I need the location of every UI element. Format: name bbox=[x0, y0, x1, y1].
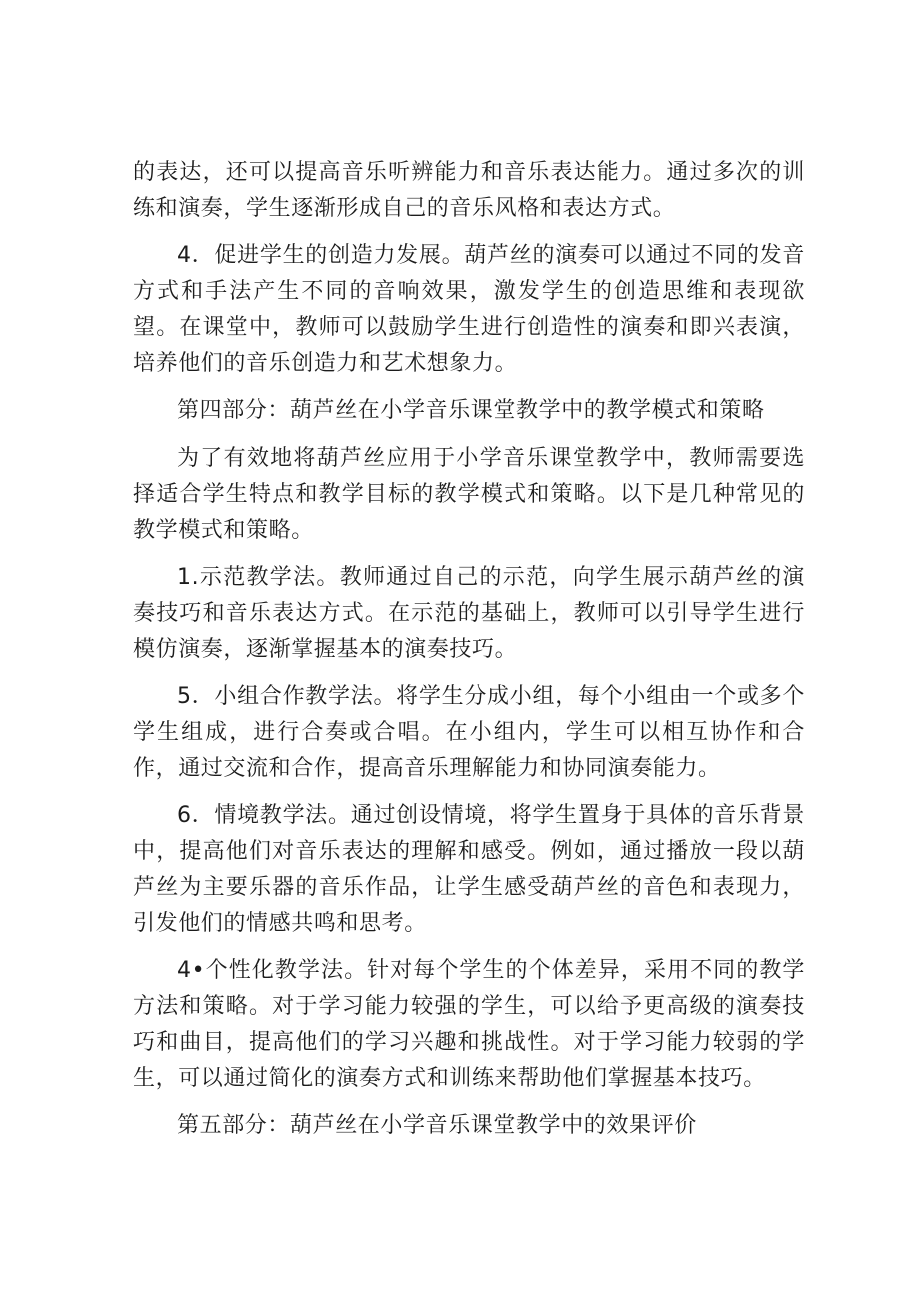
paragraph-group-method: 5．小组合作教学法。将学生分成小组，每个小组由一个或多个学生组成，进行合奏或合唱。在小组内，学生可以相互协作和合作，通过交流和合作，提高音乐理解能力和协同演奏能力。 bbox=[133, 684, 805, 781]
paragraph-demonstration-method: 1.示范教学法。教师通过自己的示范，向学生展示葫芦丝的演奏技巧和音乐表达方式。在示范的基础上，教师可以引导学生进行模仿演奏，逐渐掌握基本的演奏技巧。 bbox=[133, 565, 805, 662]
paragraph-situational-method: 6．情境教学法。通过创设情境，将学生置身于具体的音乐背景中，提高他们对音乐表达的理解和感受。例如，通过播放一段以葫芦丝为主要乐器的音乐作品，让学生感受葫芦丝的音色和表现力，引发他们的情感共鸣和思考。 bbox=[133, 803, 805, 936]
paragraph-intro-strategies: 为了有效地将葫芦丝应用于小学音乐课堂教学中，教师需要选择适合学生特点和教学目标的教学模式和策略。以下是几种常见的教学模式和策略。 bbox=[133, 446, 805, 543]
document-body bbox=[133, 155, 805, 1156]
paragraph-personalized-method: 4•个性化教学法。针对每个学生的个体差异，采用不同的教学方法和策略。对于学习能力较强的学生，可以给予更高级的演奏技巧和曲目，提高他们的学习兴趣和挑战性。对于学习能力较弱的学生，可以通过简化的演奏方式和训练来帮助他们掌握基本技巧。 bbox=[133, 958, 805, 1091]
paragraph-creativity: 4．促进学生的创造力发展。葫芦丝的演奏可以通过不同的发音方式和手法产生不同的音响效果，激发学生的创造思维和表现欲望。在课堂中，教师可以鼓励学生进行创造性的演奏和即兴表演，培养他们的音乐创造力和艺术想象力。 bbox=[133, 243, 805, 376]
paragraph-continuation: 的表达，还可以提高音乐听辨能力和音乐表达能力。通过多次的训练和演奏，学生逐渐形成自己的音乐风格和表达方式。 bbox=[133, 160, 805, 221]
section-heading-part-five: 第五部分：葫芦丝在小学音乐课堂教学中的效果评价 bbox=[177, 1113, 697, 1138]
section-heading-part-four: 第四部分：葫芦丝在小学音乐课堂教学中的教学模式和策略 bbox=[177, 398, 765, 423]
